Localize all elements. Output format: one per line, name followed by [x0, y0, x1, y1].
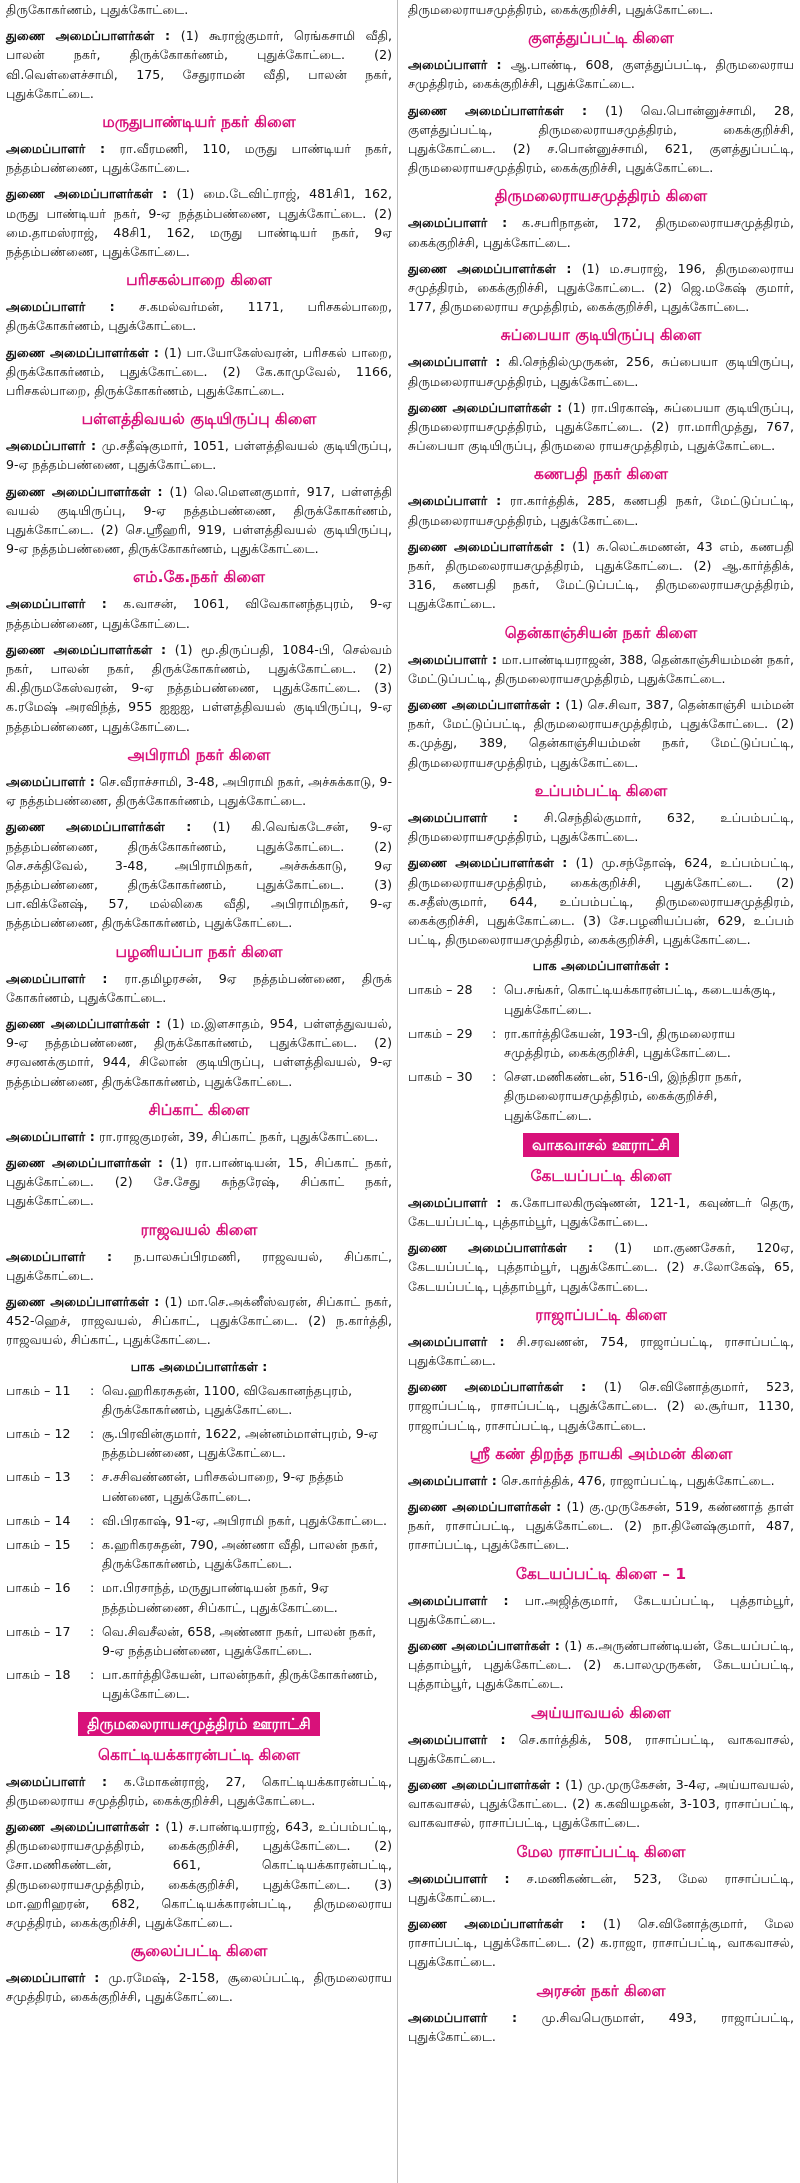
role-label: அமைப்பாளர் :: [408, 1333, 517, 1349]
branch-heading: கேடயப்பட்டி கிளை: [530, 1166, 672, 1185]
deputy-organisers-text: துணை அமைப்பாளர்கள் : (1) மை.டேவிட்ராஜ், 481சி1, 162, மருது பாண்டியர் நகர், 9-ஏ நத்தம்பண்ணை, புதுக்கோட்டை. (2) மை.தாமஸ்ராஜ், 48சி1, 162, மருது பாண்டியர் நகர், 9ஏ நத்தம்பண்ணை, புதுக்கோட்டை.: [6, 186, 392, 260]
organiser-text: அமைப்பாளர் : மா.பாண்டியராஜன், 388, தென்காஞ்சியம்மன் நகர், மேட்டுப்பட்டி, திருமலைராயசமுத்திரம், புதுக்கோட்டை.: [408, 651, 794, 686]
branch-heading: ராஜாப்பட்டி கிளை: [535, 1305, 667, 1324]
part-organiser: சூ.பிரவின்குமார், 1622, அன்னம்மாள்புரம், 9-ஏ நத்தம்பண்ணை, புதுக்கோட்டை.: [102, 1425, 379, 1461]
role-label: துணை அமைப்பாளர்கள் :: [6, 186, 177, 202]
role-label: துணை அமைப்பாளர்கள் :: [408, 697, 566, 713]
branch-heading: அரசன் நகர் கிளை: [536, 1981, 666, 2000]
role-label: துணை அமைப்பாளர்கள் :: [6, 641, 175, 657]
part-colon: :: [492, 1025, 497, 1041]
part-colon: :: [90, 1623, 95, 1639]
part-row: [6, 1467, 392, 1505]
role-label: துணை அமைப்பாளர்கள் :: [6, 1154, 171, 1170]
organiser-text: அமைப்பாளர் : மு.சிவபெருமாள், 493, ராஜாப்பட்டி, புதுக்கோட்டை.: [408, 2009, 794, 2044]
part-row: [408, 1067, 794, 1125]
role-label: அமைப்பாளர் :: [6, 1248, 134, 1264]
organiser-text: அமைப்பாளர் : ரா.தமிழரசன், 9ஏ நத்தம்பண்ணை, திருக் கோகர்ணம், புதுக்கோட்டை.: [6, 970, 392, 1005]
part-colon: :: [90, 1580, 95, 1596]
branch-heading: தென்காஞ்சியன் நகர் கிளை: [504, 623, 698, 642]
part-number: பாகம் – 16: [6, 1580, 71, 1596]
role-label: அமைப்பாளர் :: [6, 1773, 124, 1789]
part-row: [6, 1381, 392, 1419]
branch-heading: மருதுபாண்டியர் நகர் கிளை: [102, 113, 296, 132]
organiser-text: அமைப்பாளர் : செ.கார்த்திக், 476, ராஜாப்பட்டி, புதுக்கோட்டை.: [408, 1472, 775, 1488]
part-colon: :: [90, 1536, 95, 1552]
organiser-text: அமைப்பாளர் : பா.அஜித்குமார், கேடயப்பட்டி, புத்தாம்பூர், புதுக்கோட்டை.: [408, 1592, 794, 1627]
role-label: அமைப்பாளர் :: [6, 1970, 109, 1986]
deputy-organisers-text: துணை அமைப்பாளர்கள் : (1) செ.சிவா, 387, தென்காஞ்சி யம்மன் நகர், மேட்டுப்பட்டி, திருமலைராயசமுத்திரம், புதுக்கோட்டை. (2) க.முத்து, 389, தென்காஞ்சியம்மன் நகர், மேட்டுப்பட்டி, திருமலைராயசமுத்திரம், புதுக்கோட்டை.: [408, 697, 794, 770]
deputy-organisers-text: துணை அமைப்பாளர்கள் : (1) மு.முருகேசன், 3-4ஏ, அய்யாவயல், வாகவாசல், புதுக்கோட்டை. (2) க.கவியழகன், 3-103, ராசாப்பட்டி, வாகவாசல், ராசாப்பட்டி, புதுக்கோட்டை.: [408, 1777, 794, 1831]
organiser-text: அமைப்பாளர் : ஆ.பாண்டி, 608, குளத்துப்பட்டி, திருமலைராய சமுத்திரம், கைக்குறிச்சி, புதுக்கோட்டை.: [408, 57, 794, 92]
organiser-text: அமைப்பாளர் : சி.செந்தில்குமார், 632, உப்பம்பட்டி, திருமலைராயசமுத்திரம், புதுக்கோட்டை.: [408, 809, 794, 845]
part-organisers-list: [408, 980, 794, 1124]
organiser-text: அமைப்பாளர் : க.மோகன்ராஜ், 27, கொட்டியக்காரன்பட்டி, திருமலைராய சமுத்திரம், கைக்குறிச்சி, புதுக்கோட்டை.: [6, 1773, 392, 1808]
organiser-text: அமைப்பாளர் : க.கோபாலகிருஷ்ணன், 121-1, கவுண்டர் தெரு, கேடயப்பட்டி, புத்தாம்பூர், புதுக்கோட்டை.: [408, 1194, 794, 1229]
part-colon: :: [90, 1425, 95, 1441]
role-label: அமைப்பாளர் :: [408, 493, 510, 509]
part-number: பாகம் – 12: [6, 1425, 71, 1441]
branch-heading: அபிராமி நகர் கிளை: [127, 745, 271, 764]
continuation-text: திருகோகர்ணம், புதுக்கோட்டை.: [6, 2, 189, 17]
deputy-organisers-text: துணை அமைப்பாளர்கள் : (1) மா.குணசேகர், 120ஏ, கேடயப்பட்டி, புத்தாம்பூர், புதுக்கோட்டை. (2) ச.லோகேஷ், 65, கேடயப்பட்டி, புத்தாம்பூர், புதுக்கோட்டை.: [408, 1240, 794, 1294]
branch-heading: குளத்துப்பட்டி கிளை: [528, 29, 674, 48]
role-label: துணை அமைப்பாளர்கள் :: [408, 1916, 604, 1932]
part-row: [408, 1024, 794, 1062]
organiser-text: அமைப்பாளர் : ரா.ராஜகுமரன், 39, சிப்காட் நகர், புதுக்கோட்டை.: [6, 1128, 379, 1144]
role-label: அமைப்பாளர் :: [408, 1194, 511, 1210]
deputy-organisers-text: துணை அமைப்பாளர்கள் : (1) லெ.மௌனகுமார், 917, பள்ளத்தி வயல் குடியிருப்பு, 9-ஏ நத்தம்பண்ணை, திருக்கோகர்ணம், புதுக்கோட்டை. (2) செ.ஸ்ரீஹரி, 919, பள்ளத்திவயல் குடியிருப்பு, 9-ஏ நத்தம்பண்ணை, திருக்கோகர்ணம், புதுக்கோட்டை.: [6, 483, 392, 557]
part-organiser: ரா.கார்த்திகேயன், 193-பி, திருமலைராய சமுத்திரம், கைக்குறிச்சி, புதுக்கோட்டை.: [504, 1025, 736, 1060]
branch-heading: மேல ராசாப்பட்டி கிளை: [516, 1842, 686, 1861]
panchayat-banner: திருமலைராயசமுத்திரம் ஊராட்சி: [78, 1712, 320, 1736]
role-label: துணை அமைப்பாளர்கள் :: [6, 1293, 165, 1309]
column-divider: [397, 0, 398, 2183]
part-number: பாகம் – 11: [6, 1382, 71, 1398]
role-label: துணை அமைப்பாளர்கள் :: [6, 28, 181, 44]
role-label: அமைப்பாளர் :: [408, 215, 523, 231]
deputy-organisers-text: துணை அமைப்பாளர்கள் : (1) வெ.பொன்னுச்சாமி, 28, குளத்துப்பட்டி, திருமலைராயசமுத்திரம், கைக்குறிச்சி, புதுக்கோட்டை. (2) ச.பொன்னுச்சாமி, 621, குளத்துப்பட்டி, திருமலைராயசமுத்திரம், கைக்குறிச்சி, புதுக்கோட்டை.: [408, 102, 794, 176]
role-label: அமைப்பாளர் :: [408, 1472, 502, 1488]
role-label: துணை அமைப்பாளர்கள் :: [408, 1637, 565, 1653]
branch-heading: கொட்டியக்காரன்பட்டி கிளை: [98, 1745, 300, 1764]
role-label: துணை அமைப்பாளர்கள் :: [6, 344, 164, 360]
panchayat-banner-wrap: [408, 1133, 794, 1157]
branch-heading: கணபதி நகர் கிளை: [534, 465, 668, 484]
branch-heading: உப்பம்பட்டி கிளை: [534, 781, 668, 800]
deputy-organisers-text: துணை அமைப்பாளர்கள் : (1) ம.இளசாதம், 954, பள்ளத்துவயல், 9-ஏ நத்தம்பண்ணை, திருக்கோகர்ணம், புதுக்கோட்டை. (2) சரவணக்குமார், 944, சிலோன் குடியிருப்பு, பள்ளத்திவயல், 9-ஏ நத்தம்பண்ணை, திருக்கோகர்ணம், புதுக்கோட்டை.: [6, 1015, 392, 1089]
part-number: பாகம் – 13: [6, 1469, 71, 1485]
part-colon: :: [90, 1667, 95, 1683]
part-row: [6, 1511, 392, 1530]
organiser-text: அமைப்பாளர் : ச.கமல்வர்மன், 1171, பரிசகல்பாறை, திருக்கோகர்ணம், புதுக்கோட்டை.: [6, 299, 392, 334]
branch-heading: அய்யாவயல் கிளை: [531, 1703, 671, 1722]
deputy-organisers-text: துணை அமைப்பாளர்கள் : (1) செ.வினோத்குமார், 523, ராஜாப்பட்டி, ராசாப்பட்டி, புதுக்கோட்டை. (2) ல.சூர்யா, 1130, ராஜாப்பட்டி, ராசாப்பட்டி, புதுக்கோட்டை.: [408, 1379, 794, 1433]
deputy-organisers-text: துணை அமைப்பாளர்கள் : (1) செ.வினோத்குமார், மேல ராசாப்பட்டி, புதுக்கோட்டை. (2) க.ராஜா, ராசாப்பட்டி, வாகவாசல், புதுக்கோட்டை.: [408, 1916, 794, 1970]
role-label: அமைப்பாளர் :: [408, 2009, 542, 2025]
role-label: துணை அமைப்பாளர்கள் :: [6, 1015, 167, 1031]
role-label: அமைப்பாளர் :: [408, 1870, 527, 1886]
role-label: அமைப்பாளர் :: [408, 1731, 519, 1747]
role-label: அமைப்பாளர் :: [6, 970, 125, 986]
organiser-text: அமைப்பாளர் : ரா.கார்த்திக், 285, கணபதி நகர், மேட்டுப்பட்டி, திருமலைராயசமுத்திரம், புதுக்கோட்டை.: [408, 493, 794, 528]
part-organiser: வி.பிரகாஷ், 91-ஏ, அபிராமி நகர், புதுக்கோட்டை.: [102, 1512, 388, 1528]
part-colon: :: [492, 982, 497, 998]
part-organiser: ச.சசிவண்ணன், பரிசகல்பாறை, 9-ஏ நத்தம் பண்ணை, புதுக்கோட்டை.: [102, 1469, 344, 1504]
deputy-organisers-text: துணை அமைப்பாளர்கள் : (1) மூ.திருப்பதி, 1084-பி, செல்வம் நகர், பாலன் நகர், திருக்கோகர்ணம், புதுக்கோட்டை. (2) கி.திருமகேஸ்வரன், 9-ஏ நத்தம்பண்ணை, புதுக்கோட்டை. (3) க.ரமேஷ் அரவிந்த், 955 ஐஐஐ, பள்ளத்திவயல் குடியிருப்பு, 9-ஏ நத்தம்பண்ணை, புதுக்கோட்டை.: [6, 641, 392, 734]
part-organisers-list: [6, 1381, 392, 1704]
part-colon: :: [90, 1469, 95, 1485]
role-label: துணை அமைப்பாளர்கள் :: [408, 1498, 567, 1514]
role-label: துணை அமைப்பாளர்கள் :: [408, 1240, 615, 1256]
branch-heading: பள்ளத்திவயல் குடியிருப்பு கிளை: [81, 410, 317, 429]
deputy-organisers-text: துணை அமைப்பாளர்கள் : (1) கு.முருகேசன், 519, கண்ணாத் தாள் நகர், ராசாப்பட்டி, புதுக்கோட்டை. (2) நா.தினேஷ்குமார், 487, ராசாப்பட்டி, புதுக்கோட்டை.: [408, 1498, 794, 1553]
branch-heading: ராஜவயல் கிளை: [140, 1220, 258, 1239]
role-label: அமைப்பாளர் :: [408, 354, 509, 370]
role-label: அமைப்பாளர் :: [6, 438, 102, 454]
panchayat-banner: வாகவாசல் ஊராட்சி: [523, 1133, 679, 1157]
panchayat-banner-wrap: [6, 1712, 392, 1736]
branch-heading: சுப்பையா குடியிருப்பு கிளை: [500, 326, 702, 345]
part-row: [6, 1622, 392, 1660]
organiser-text: அமைப்பாளர் : ந.பாலசுப்பிரமணி, ராஜவயல், சிப்காட், புதுக்கோட்டை.: [6, 1248, 392, 1283]
part-row: [408, 980, 794, 1018]
deputy-organisers-text: துணை அமைப்பாளர்கள் : (1) கூராஜ்குமார், ரெங்கசாமி வீதி, பாலன் நகர், திருக்கோகர்ணம், புதுக்கோட்டை. (2) வி.வெள்ளைச்சாமி, 175, சேதுராமன் வீதி, பாலன் நகர், புதுக்கோட்டை.: [6, 28, 392, 101]
deputy-organisers-text: துணை அமைப்பாளர்கள் : (1) ரா.பிரகாஷ், சுப்பையா குடியிருப்பு, திருமலைராயசமுத்திரம், புதுக்கோட்டை. (2) ரா.மாரிமுத்து, 767, சுப்பையா குடியிருப்பு, திருமலை ராயசமுத்திரம், புதுக்கோட்டை.: [408, 399, 794, 454]
deputy-organisers-text: துணை அமைப்பாளர்கள் : (1) மு.சந்தோஷ், 624, உப்பம்பட்டி, திருமலைராயசமுத்திரம், கைக்குறிச்சி, புதுக்கோட்டை. (2) க.சதீஸ்குமார், 644, உப்பம்பட்டி, திருமலைராயசமுத்திரம், கைக்குறிச்சி, புதுக்கோட்டை. (3) சே.பழனியப்பன், 629, உப்பம் பட்டி, திருமலைராயசமுத்திரம், கைக்குறிச்சி, புதுக்கோட்டை.: [408, 855, 794, 948]
organiser-text: அமைப்பாளர் : க.சபரிநாதன், 172, திருமலைராயசமுத்திரம், கைக்குறிச்சி, புதுக்கோட்டை.: [408, 215, 794, 250]
part-number: பாகம் – 15: [6, 1536, 71, 1552]
part-organisers-heading: பாக அமைப்பாளர்கள் :: [130, 1358, 268, 1374]
deputy-organisers-text: துணை அமைப்பாளர்கள் : (1) சு.லெட்சுமணன், 43 எம், கணபதி நகர், திருமலைராயசமுத்திரம், புதுக்கோட்டை. (2) ஆ.கார்த்திக், 316, கணபதி நகர், மேட்டுப்பட்டி, திருமலைராயசமுத்திரம், புதுக்கோட்டை.: [408, 538, 794, 612]
organiser-text: அமைப்பாளர் : செ.கார்த்திக், 508, ராசாப்பட்டி, வாகவாசல், புதுக்கோட்டை.: [408, 1731, 794, 1766]
organiser-text: அமைப்பாளர் : ச.மணிகண்டன், 523, மேல ராசாப்பட்டி, புதுக்கோட்டை.: [408, 1870, 795, 1905]
part-row: [6, 1665, 392, 1703]
role-label: துணை அமைப்பாளர்கள் :: [408, 102, 606, 118]
branch-heading: எம்.கே.நகர் கிளை: [133, 568, 265, 587]
part-organiser: க.ஹரிகரசுதன், 790, அண்ணா வீதி, பாலன் நகர், திருக்கோகர்ணம், புதுக்கோட்டை.: [102, 1536, 379, 1572]
part-number: பாகம் – 18: [6, 1667, 71, 1683]
part-number: பாகம் – 30: [408, 1069, 473, 1085]
organiser-text: அமைப்பாளர் : க.வாசன், 1061, விவேகானந்தபுரம், 9-ஏ நத்தம்பண்ணை, புதுக்கோட்டை.: [6, 596, 392, 631]
continuation-text: திருமலைராயசமுத்திரம், கைக்குறிச்சி, புதுக்கோட்டை.: [408, 2, 714, 17]
organiser-text: அமைப்பாளர் : மு.ரமேஷ், 2-158, சூலைப்பட்டி, திருமலைராய சமுத்திரம், கைக்குறிச்சி, புதுக்கோட்டை.: [6, 1970, 392, 2005]
part-organisers-heading: பாக அமைப்பாளர்கள் :: [532, 958, 670, 974]
part-number: பாகம் – 14: [6, 1512, 71, 1528]
part-row: [6, 1424, 392, 1462]
role-label: துணை அமைப்பாளர்கள் :: [6, 1819, 166, 1835]
branch-heading: கேடயப்பட்டி கிளை – 1: [515, 1564, 687, 1583]
deputy-organisers-text: துணை அமைப்பாளர்கள் : (1) பா.யோகேஸ்வரன், பரிசகல் பாறை, திருக்கோகர்ணம், புதுக்கோட்டை. (2) கே.காமுவேல், 1166, பரிசகல்பாறை, திருக்கோகர்ணம், புதுக்கோட்டை.: [6, 344, 392, 399]
deputy-organisers-text: துணை அமைப்பாளர்கள் : (1) ரா.பாண்டியன், 15, சிப்காட் நகர், புதுக்கோட்டை. (2) சே.சேது சுந்தரேஷ், சிப்காட் நகர், புதுக்கோட்டை.: [6, 1154, 392, 1209]
branch-heading: சிப்காட் கிளை: [148, 1100, 250, 1119]
branch-heading: சூலைப்பட்டி கிளை: [130, 1942, 268, 1961]
deputy-organisers-text: துணை அமைப்பாளர்கள் : (1) ம.சபராஜ், 196, திருமலைராய சமுத்திரம், கைக்குறிச்சி, புதுக்கோட்டை. (2) ஜெ.மகேஷ் குமார், 177, திருமலைராய சமுத்திரம், கைக்குறிச்சி, புதுக்கோட்டை.: [408, 260, 794, 315]
branch-heading: ஸ்ரீ கண் திறந்த நாயகி அம்மன் கிளை: [469, 1444, 733, 1463]
part-organiser: பா.கார்த்திகேயன், பாலன்நகர், திருக்கோகர்ணம், புதுக்கோட்டை.: [102, 1667, 378, 1702]
part-organiser: மா.பிரசாந்த், மருதுபாண்டியன் நகர், 9ஏ நத்தம்பண்ணை, சிப்காட், புதுக்கோட்டை.: [102, 1580, 338, 1615]
branch-heading: பழனியப்பா நகர் கிளை: [115, 942, 283, 961]
part-organiser: வெ.சிவசீலன், 658, அண்ணா நகர், பாலன் நகர், 9-ஏ நத்தம்பண்ணை, புதுக்கோட்டை.: [102, 1623, 377, 1658]
role-label: அமைப்பாளர் :: [6, 141, 120, 157]
organiser-text: அமைப்பாளர் : மு.சதீஷ்குமார், 1051, பள்ளத்திவயல் குடியிருப்பு, 9-ஏ நத்தம்பண்ணை, புதுக்கோட்டை.: [6, 438, 392, 473]
role-label: துணை அமைப்பாளர்கள் :: [408, 1777, 566, 1792]
deputy-organisers-text: துணை அமைப்பாளர்கள் : (1) ச.பாண்டியராஜ், 643, உப்பம்பட்டி, திருமலைராயசமுத்திரம், கைக்குறிச்சி, புதுக்கோட்டை. (2) சோ.மணிகண்டன், 661, கொட்டியக்காரன்பட்டி, திருமலைராயசமுத்திரம், கைக்குறிச்சி, புதுக்கோட்டை. (3) மா.ஹரிஹரன், 682, கொட்டியக்காரன்பட்டி, திருமலைராய சமுத்திரம், கைக்குறிச்சி, புதுக்கோட்டை.: [6, 1819, 392, 1931]
role-label: அமைப்பாளர் :: [6, 1128, 100, 1144]
role-label: துணை அமைப்பாளர்கள் :: [408, 855, 576, 871]
part-colon: :: [90, 1382, 95, 1398]
part-organiser: பெ.சங்கர், கொட்டியக்காரன்பட்டி, கடையக்குடி, புதுக்கோட்டை.: [504, 982, 776, 1017]
role-label: அமைப்பாளர் :: [408, 651, 502, 667]
role-label: துணை அமைப்பாளர்கள் :: [408, 1379, 604, 1395]
organiser-text: அமைப்பாளர் : செ.வீராச்சாமி, 3-48, அபிராமி நகர், அச்சுக்காடு, 9-ஏ நத்தம்பண்ணை, திருக்கோகர்ணம், புதுக்கோட்டை.: [6, 773, 392, 809]
role-label: துணை அமைப்பாளர்கள் :: [408, 538, 573, 554]
role-label: துணை அமைப்பாளர்கள் :: [408, 399, 568, 415]
part-row: [6, 1535, 392, 1573]
role-label: அமைப்பாளர் :: [6, 773, 100, 789]
branch-heading: பரிசகல்பாறை கிளை: [126, 271, 272, 290]
part-colon: :: [90, 1512, 95, 1528]
organiser-text: அமைப்பாளர் : ரா.வீரமணி, 110, மருது பாண்டியர் நகர், நத்தம்பண்ணை, புதுக்கோட்டை.: [6, 141, 392, 176]
role-label: அமைப்பாளர் :: [408, 809, 544, 825]
organiser-text: அமைப்பாளர் : சி.சரவணன், 754, ராஜாப்பட்டி, ராசாப்பட்டி, புதுக்கோட்டை.: [408, 1333, 794, 1368]
left-column: [6, 0, 392, 2014]
role-label: துணை அமைப்பாளர்கள் :: [6, 819, 213, 835]
branch-heading: திருமலைராயசமுத்திரம் கிளை: [494, 187, 708, 206]
deputy-organisers-text: துணை அமைப்பாளர்கள் : (1) மா.செ.அக்னீஸ்வரன், சிப்காட் நகர், 452-ஹெச், ராஜவயல், சிப்காட், புதுக்கோட்டை. (2) ந.கார்த்தி, ராஜவயல், சிப்காட், புதுக்கோட்டை.: [6, 1293, 392, 1348]
part-organiser: வெ.ஹரிகரசுதன், 1100, விவேகானந்தபுரம், திருக்கோகர்ணம், புதுக்கோட்டை.: [102, 1382, 353, 1417]
role-label: அமைப்பாளர் :: [408, 57, 511, 73]
organiser-text: அமைப்பாளர் : கி.செந்தில்முருகன், 256, சுப்பையா குடியிருப்பு, திருமலைராயசமுத்திரம், புதுக்கோட்டை.: [408, 354, 794, 389]
part-number: பாகம் – 29: [408, 1025, 473, 1041]
part-number: பாகம் – 28: [408, 982, 473, 998]
role-label: துணை அமைப்பாளர்கள் :: [6, 483, 170, 499]
part-row: [6, 1578, 392, 1616]
deputy-organisers-text: துணை அமைப்பாளர்கள் : (1) கி.வெங்கடேசன், 9-ஏ நத்தம்பண்ணை, திருக்கோகர்ணம், புதுக்கோட்டை. (2) செ.சக்திவேல், 3-48, அபிராமிநகர், அச்சுக்காடு, 9ஏ நத்தம்பண்ணை, திருக்கோகர்ணம், புதுக்கோட்டை. (3) பா.விக்னேஷ், 57, மல்லிகை வீதி, அபிராமிநகர், 9-ஏ நத்தம்பண்ணை, திருக்கோகர்ணம், புதுக்கோட்டை.: [6, 819, 392, 931]
part-organiser: சௌ.மணிகண்டன், 516-பி, இந்திரா நகர், திருமலைராயசமுத்திரம், கைக்குறிச்சி, புதுக்கோட்டை.: [504, 1069, 742, 1123]
part-number: பாகம் – 17: [6, 1623, 71, 1639]
role-label: அமைப்பாளர் :: [6, 596, 124, 612]
deputy-organisers-text: துணை அமைப்பாளர்கள் : (1) க.அருண்பாண்டியன், கேடயப்பட்டி, புத்தாம்பூர், புதுக்கோட்டை. (2) க.பாலமுருகன், கேடயப்பட்டி, புத்தாம்பூர், புதுக்கோட்டை.: [408, 1637, 794, 1692]
role-label: அமைப்பாளர் :: [408, 1592, 525, 1608]
role-label: அமைப்பாளர் :: [6, 299, 140, 315]
role-label: துணை அமைப்பாளர்கள் :: [408, 260, 582, 276]
right-column: [408, 0, 794, 2053]
part-colon: :: [492, 1069, 497, 1085]
